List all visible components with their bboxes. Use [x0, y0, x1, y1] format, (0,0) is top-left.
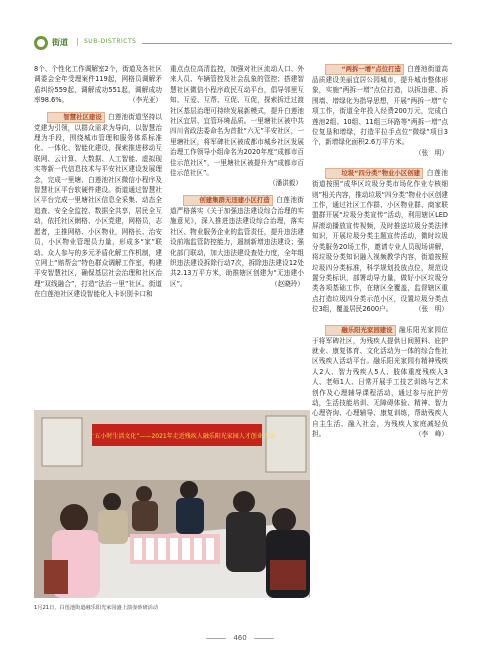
- page-header: [34, 36, 454, 52]
- page-number: 460: [233, 634, 247, 642]
- paragraph: 垃圾“四分类”物业小区创建 白莲池街道按照“成华区垃圾分类市场化作业专核细则”相关内容，推动垃圾“四分类”物业小区创建工作，通过社区工作群、小区物业群、商家联盟群开展“垃圾分类宣传”活动，利用辖区LED屏滚动播放宣传视频，及时推送垃圾分类法律知识，开展垃圾分类主题宣传活动，微时垃圾分类服务20场工作，邀请专业人员现场讲解，将垃圾分类知识融入视频教学内容，街道按照垃圾四分类标准，科学规划投放点位，规范设置分类标识，部署动导力量，做好小区垃圾分类各项基础工作，在辖区全覆盖，监督辖区重点打造垃圾四分类示范小区，设置垃圾分类点位3组，覆盖居民2600户。 （张 明）: [312, 169, 448, 314]
- photo-banner-text: “二十五小时生活文化”——2021年走近残疾人融乐阳光家园人才创业活动: [79, 433, 275, 440]
- photo-caption: 1月21日，白莲池街道融乐阳光家园盛上演壶砂研活动: [34, 605, 159, 611]
- section-tag: 垃圾“四分类”物业小区创建: [325, 168, 423, 179]
- paragraph: 融乐阳光家园建设 融乐阳光家园位于将军碑社区，为残疾人提供日间照料、庇护就业、康复体育、文化活动为一体的综合性社区残疾人活动平台。融乐阳光家园有精神残疾人2人、智力残疾人5人、肢体重度残疾人3人、老师1人、日常开展手工技艺训练与艺术创作及心理辅导课程活动，通过参与庇护劳动，生活技能培训、无障碍体验、精神、智力心理咨询、心理辅导、康复训练，帮助残疾人自主生活、融入社会，为残疾人家庭减轻负担。 （李 峰）: [312, 325, 448, 439]
- paragraph: “两拆一增”点位打造 白莲池街道高品质建设美丽宜居公园城市，提升城市整体形象，实施“两拆一增”点位打造，以拆违建、拆围墙、增绿化为指导思想，开展“两拆一增”专项工作，街道全年投入经费200万元，完成白莲池2组、10组、11组三环路等“两拆一增”点位复垦和增绿，打造平拉手点位“微绿”项目3个，新增绿化面积2.6万平方米。 （张 明）: [312, 65, 448, 157]
- byline: （张 明）: [415, 148, 448, 157]
- column-1: [34, 64, 162, 404]
- page-number-rule-right: [254, 638, 274, 639]
- event-photo: [34, 410, 310, 598]
- event-photo-illustration: [34, 410, 310, 598]
- section-title: 街道: [52, 38, 68, 47]
- byline: （李 峰）: [415, 430, 448, 439]
- paragraph: 8个、个性化工作调解室2个，街道及各社区调委会全年受理案件119起，网格员调解矛盾纠纷559起，调解成功551起，调解成功率98.6%。 （李光亚）: [34, 65, 162, 105]
- column-2: [170, 64, 304, 404]
- section-tag: 智慧社区建设: [47, 112, 105, 123]
- header-rule: [142, 43, 452, 44]
- column-3: [312, 64, 448, 604]
- paragraph: 智慧社区建设 白莲池街道坚持以党建为引领，以群众需求为导向，以智慧治理为手段，围绕城市管理和服务体系标准化、一体化、智能化建设，探索推进移动互联网、云计算、大数据、人工智能、虚拟现实等新一代信息技术与平安社区建设发展理念，完成一里塘、白莲池社区微信小程序及智慧社区平台软硬件建设。街道通过智慧社区平台完成一里塘社区信息全采集、动态全追查、安全全监控、数据全共享，居民全互动，依托社区網格、小区党建，网格员，志愿者，主推网格、小区物业，网格长、治安员，小区物业管理员力量，形成多“家”联动、众人参与的多元矛盾化解工作机制，建立网上“赔帮会”特色群众调解工作室，构建平安智慧社区，确保基层社会治理和社区治理“双线融合”，打造“法治一里”社区。街道在白莲池社区建设智能化人卡识别卡口和: [34, 112, 162, 299]
- paragraph: 重点点位高清监控，加强对社区流动人口、外来人员、车辆管控及社会乱象的管控；搭建智慧社区微信小程序政民互动平台，倡导邻里互知、互爱、互帮、互促、互促，探索拆迁过渡社区基层治理可持续发展新模式，提升白莲池社区宜居、宜管环境品质。一里塘社区被中共四川省政法委命名为首批“六无”平安社区，一里塘社区，将军碑社区被成都市城乡社区发展治理工作领导小组命名为2020年度“成都市百佳示范社区”，一里塘社区被提升为“成都市百佳示范社区”。: [170, 65, 304, 178]
- section-tag: “两拆一增”点位打造: [325, 64, 404, 75]
- byline: （赵晓玲）: [271, 279, 304, 288]
- section-tag: 融乐阳光家园建设: [325, 325, 395, 336]
- paragraph: 创建集群无违建小区打造 白莲池街道严格落实《关于加强违法建设综合治理的实施意见》，深入推进违法建设综合治理，落实社区、物业服务企业的监管责任，提升违法建设前端监管防控能力，遏制新增违法建设；强化部门联动，加大违法建设查处力度，全年组织违法建设拆除行动7次，拆除违法建设12处共2.13万平方米，助推辖区创建为“无违建小区”。 （赵晓玲）: [170, 195, 304, 288]
- section-tag: 创建集群无违建小区打造: [183, 195, 272, 206]
- byline: （李光亚）: [129, 96, 162, 105]
- section-separator: |: [76, 37, 79, 46]
- byline: （潘洪毅）: [269, 179, 302, 188]
- byline: （张 明）: [415, 305, 448, 314]
- section-title-en: SUB-DISTRICTS: [84, 38, 137, 45]
- section-logo-icon: [34, 36, 48, 50]
